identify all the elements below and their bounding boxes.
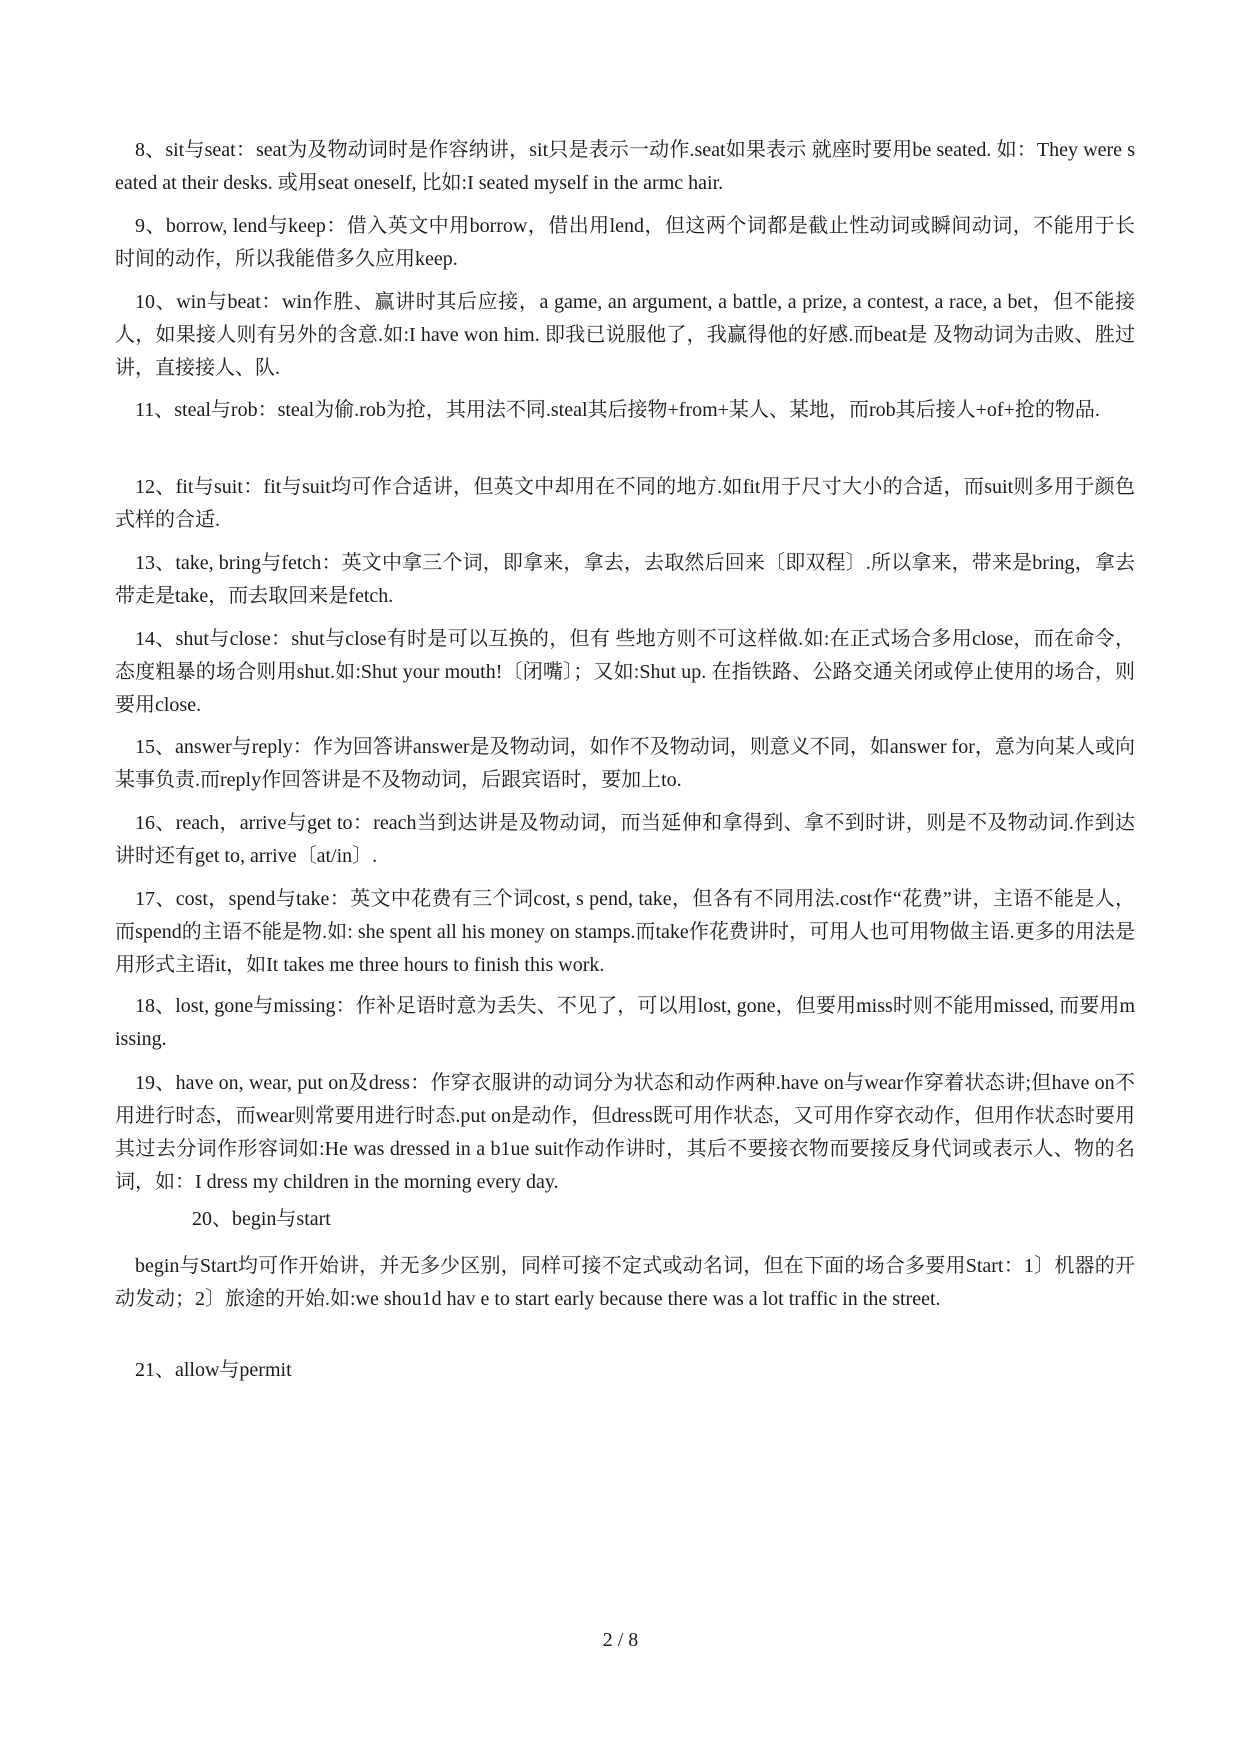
paragraph-14-shut-close: 14、shut与close：shut与close有时是可以互换的，但有 些地方则不可这样做.如:在正式场合多用close，而在命令，态度粗暴的场合则用shut.如:Shut your mouth!〔闭嘴〕；又如:Shut up. 在指铁路、公路交通关闭或停止使用的场合，则要用close. bbox=[115, 628, 1135, 716]
paragraph-13-take-bring-fetch: 13、take, bring与fetch：英文中拿三个词，即拿来，拿去，去取然后回来〔即双程〕.所以拿来，带来是bring，拿去带走是take，而去取回来是fetch. bbox=[115, 552, 1135, 607]
heading-21-allow-permit: 21、allow与permit bbox=[135, 1359, 292, 1381]
paragraph-15-answer-reply: 15、answer与reply：作为回答讲answer是及物动词，如作不及物动词，则意义不同，如answer for，意为向某人或向某事负责.而reply作回答讲是不及物动词，后跟宾语时，要加上to. bbox=[115, 736, 1135, 791]
paragraph-9-borrow-lend-keep: 9、borrow, lend与keep：借入英文中用borrow，借出用lend，但这两个词都是截止性动词或瞬间动词，不能用于长时间的动作，所以我能借多久应用keep. bbox=[115, 215, 1135, 270]
page-number: 2 / 8 bbox=[602, 1629, 639, 1651]
paragraph-8-sit-seat: 8、sit与seat：seat为及物动词时是作容纳讲，sit只是表示一动作.seat如果表示 就座时要用be seated. 如：They were seated at their desks. 或用seat oneself, 比如:I seated myself in the armc hair. bbox=[115, 139, 1135, 194]
paragraph-17-cost-spend-take: 17、cost，spend与take：英文中花费有三个词cost, s pend, take，但各有不同用法.cost作“花费”讲，主语不能是人，而spend的主语不能是物.如: she spent all his money on stamps.而take作花费讲时，可用人也可用物做主语.更多的用法是用形式主语it，如It takes me three hours to finish this work. bbox=[115, 888, 1135, 976]
paragraph-18-lost-gone-missing: 18、lost, gone与missing：作补足语时意为丢失、不见了，可以用lost, gone，但要用miss时则不能用missed, 而要用missing. bbox=[115, 995, 1135, 1050]
paragraph-19-haveon-wear-puton-dress: 19、have on, wear, put on及dress：作穿衣服讲的动词分为状态和动作两种.have on与wear作穿着状态讲;但have on不用进行时态，而wear则常要用进行时态.put on是动作，但dress既可用作状态，又可用作穿衣动作，但用作状态时要用其过去分词作形容词如:He was dressed in a b1ue suit作动作讲时，其后不要接衣物而要接反身代词或表示人、物的名词，如：I dress my children in the morning every day. bbox=[115, 1072, 1135, 1193]
paragraph-11-steal-rob: 11、steal与rob：steal为偷.rob为抢，其用法不同.steal其后接物+from+某人、某地，而rob其后接人+of+抢的物品. bbox=[135, 399, 1100, 421]
paragraph-16-reach-arrive-getto: 16、reach，arrive与get to：reach当到达讲是及物动词，而当延伸和拿得到、拿不到时讲，则是不及物动词.作到达讲时还有get to, arrive〔at/in〕. bbox=[115, 812, 1135, 867]
paragraph-12-fit-suit: 12、fit与suit：fit与suit均可作合适讲，但英文中却用在不同的地方.如fit用于尺寸大小的合适，而suit则多用于颜色式样的合适. bbox=[115, 476, 1135, 531]
paragraph-begin-start-body: begin与Start均可作开始讲，并无多少区别，同样可接不定式或动名词，但在下面的场合多要用Start：1〕机器的开动发动；2〕旅途的开始.如:we shou1d hav e to start early because there was a lot traffic in the street. bbox=[115, 1255, 1135, 1310]
heading-20-begin-start: 20、begin与start bbox=[192, 1208, 331, 1230]
paragraph-10-win-beat: 10、win与beat：win作胜、赢讲时其后应接，a game, an argument, a battle, a prize, a contest, a race, a bet，但不能接人，如果接人则有另外的含意.如:I have won him. 即我已说服他了，我赢得他的好感.而beat是 及物动词为击败、胜过讲，直接接人、队. bbox=[115, 291, 1135, 379]
